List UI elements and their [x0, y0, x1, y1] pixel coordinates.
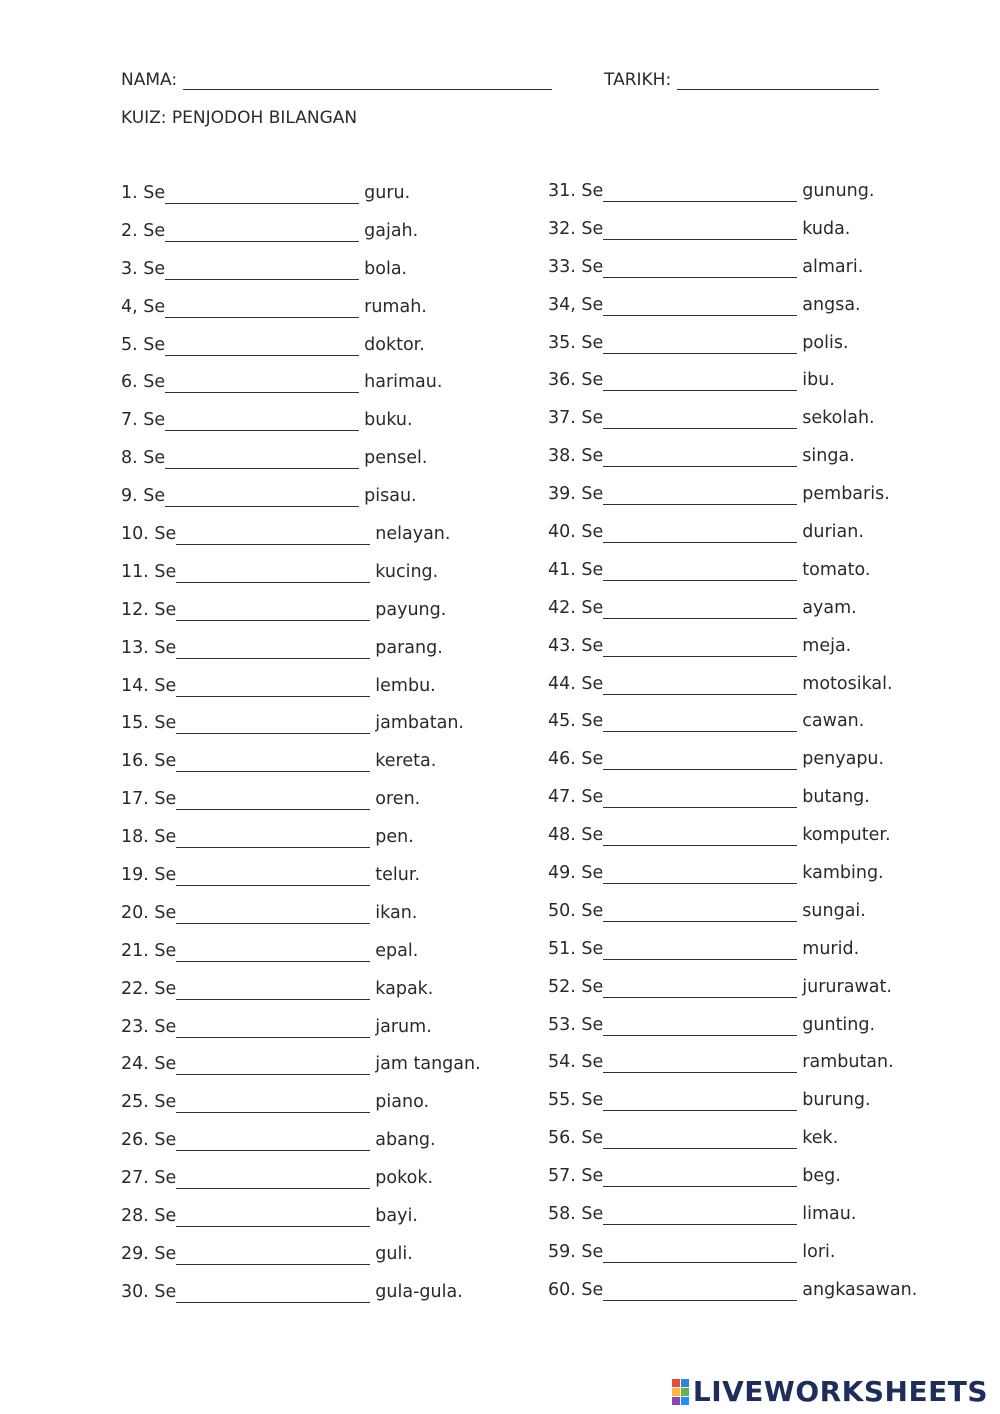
question-noun: ibu.: [802, 370, 835, 391]
answer-blank[interactable]: [176, 1207, 370, 1227]
question-number: 46. Se: [548, 749, 604, 770]
question-number: 2. Se: [121, 220, 166, 241]
answer-blank[interactable]: [176, 828, 370, 848]
question-number: 29. Se: [121, 1243, 177, 1264]
answer-blank[interactable]: [176, 866, 370, 886]
question-number: 53. Se: [548, 1014, 604, 1035]
date-label: TARIKH:: [604, 70, 672, 90]
question-number: 30. Se: [121, 1281, 177, 1302]
question-number: 38. Se: [548, 446, 604, 467]
question-number: 10. Se: [121, 524, 177, 545]
question-item: [548, 710, 917, 748]
question-number: 37. Se: [548, 408, 604, 429]
answer-blank[interactable]: [176, 601, 370, 621]
answer-blank[interactable]: [603, 902, 797, 922]
answer-blank[interactable]: [176, 752, 370, 772]
question-noun: kereta.: [375, 751, 437, 772]
question-item: [121, 978, 481, 1016]
question-noun: meja.: [802, 635, 852, 656]
name-field: [121, 70, 552, 90]
question-number: 49. Se: [548, 863, 604, 884]
question-item: [548, 635, 917, 673]
question-noun: harimau.: [364, 372, 443, 393]
question-noun: kucing.: [375, 561, 439, 582]
question-number: 4, Se: [121, 296, 166, 317]
question-noun: durian.: [802, 522, 864, 543]
question-noun: piano.: [375, 1092, 430, 1113]
question-noun: ayam.: [802, 597, 857, 618]
answer-blank[interactable]: [176, 1131, 370, 1151]
answer-blank[interactable]: [165, 298, 359, 318]
question-number: 50. Se: [548, 900, 604, 921]
question-noun: pokok.: [375, 1168, 434, 1189]
question-noun: ikan.: [375, 902, 418, 923]
question-number: 39. Se: [548, 484, 604, 505]
question-number: 36. Se: [548, 370, 604, 391]
question-item: [121, 409, 481, 447]
answer-blank[interactable]: [603, 750, 797, 770]
answer-blank[interactable]: [603, 1129, 797, 1149]
question-number: 28. Se: [121, 1206, 177, 1227]
question-item: [548, 294, 917, 332]
question-item: [548, 332, 917, 370]
answer-blank[interactable]: [176, 1169, 370, 1189]
question-number: 33. Se: [548, 256, 604, 277]
answer-blank[interactable]: [603, 258, 797, 278]
question-noun: rumah.: [364, 296, 427, 317]
answer-blank[interactable]: [165, 336, 359, 356]
question-item: [548, 1279, 917, 1317]
question-number: 47. Se: [548, 787, 604, 808]
question-item: [121, 258, 481, 296]
answer-blank[interactable]: [603, 1281, 797, 1301]
question-noun: kapak.: [375, 978, 434, 999]
answer-blank[interactable]: [603, 523, 797, 543]
question-item: [548, 180, 917, 218]
question-noun: parang.: [375, 637, 443, 658]
question-number: 57. Se: [548, 1166, 604, 1187]
question-item: [121, 447, 481, 485]
question-noun: sekolah.: [802, 408, 875, 429]
name-blank[interactable]: [183, 71, 552, 90]
question-noun: burung.: [802, 1090, 871, 1111]
question-item: [548, 597, 917, 635]
question-item: [121, 1243, 481, 1281]
question-item: [548, 521, 917, 559]
answer-blank[interactable]: [603, 599, 797, 619]
question-number: 44. Se: [548, 673, 604, 694]
question-noun: kek.: [802, 1128, 839, 1149]
question-noun: lori.: [802, 1241, 836, 1262]
answer-blank[interactable]: [603, 1053, 797, 1073]
logo-square: [672, 1397, 680, 1405]
question-number: 17. Se: [121, 789, 177, 810]
question-noun: motosikal.: [802, 673, 893, 694]
quiz-title: KUIZ: PENJODOH BILANGAN: [121, 108, 358, 128]
answer-blank[interactable]: [603, 1091, 797, 1111]
question-noun: sungai.: [802, 900, 866, 921]
question-item: [548, 900, 917, 938]
question-item: [548, 1127, 917, 1165]
answer-blank[interactable]: [603, 409, 797, 429]
question-item: [121, 1205, 481, 1243]
question-number: 40. Se: [548, 522, 604, 543]
answer-blank[interactable]: [176, 980, 370, 1000]
answer-blank[interactable]: [603, 296, 797, 316]
question-item: [121, 485, 481, 523]
answer-blank[interactable]: [176, 1283, 370, 1303]
question-noun: gajah.: [364, 220, 419, 241]
date-blank[interactable]: [677, 71, 879, 90]
question-number: 13. Se: [121, 637, 177, 658]
question-item: [548, 407, 917, 445]
question-noun: beg.: [802, 1166, 841, 1187]
question-noun: pembaris.: [802, 484, 890, 505]
question-number: 51. Se: [548, 938, 604, 959]
question-noun: gunung.: [802, 181, 875, 201]
question-item: [548, 256, 917, 294]
answer-blank[interactable]: [176, 563, 370, 583]
question-noun: murid.: [802, 938, 860, 959]
question-noun: abang.: [375, 1130, 436, 1151]
question-item: [121, 1016, 481, 1054]
question-item: [548, 824, 917, 862]
answer-blank[interactable]: [603, 675, 797, 695]
question-number: 11. Se: [121, 561, 177, 582]
answer-blank[interactable]: [603, 1016, 797, 1036]
answer-blank[interactable]: [165, 449, 359, 469]
question-noun: singa.: [802, 446, 855, 467]
question-noun: jambatan.: [375, 713, 464, 734]
answer-blank[interactable]: [176, 904, 370, 924]
answer-blank[interactable]: [165, 222, 359, 242]
question-noun: kuda.: [802, 218, 851, 239]
question-item: [548, 938, 917, 976]
question-number: 32. Se: [548, 218, 604, 239]
question-number: 60. Se: [548, 1279, 604, 1300]
question-noun: bola.: [364, 258, 408, 279]
answer-blank[interactable]: [165, 373, 359, 393]
question-item: [548, 445, 917, 483]
answer-blank[interactable]: [603, 788, 797, 808]
question-item: [121, 220, 481, 258]
answer-blank[interactable]: [603, 940, 797, 960]
question-noun: lembu.: [375, 675, 436, 696]
question-item: [548, 862, 917, 900]
question-noun: guli.: [375, 1243, 413, 1264]
question-number: 20. Se: [121, 902, 177, 923]
answer-blank[interactable]: [603, 712, 797, 732]
question-item: [548, 748, 917, 786]
question-number: 52. Se: [548, 976, 604, 997]
question-noun: bayi.: [375, 1206, 418, 1227]
answer-blank[interactable]: [603, 220, 797, 240]
question-number: 9. Se: [121, 486, 166, 507]
question-item: [121, 1091, 481, 1129]
question-item: [121, 864, 481, 902]
logo-square: [681, 1388, 689, 1396]
question-noun: buku.: [364, 410, 413, 431]
logo-text: LIVEWORKSHEETS: [692, 1375, 988, 1408]
question-item: [121, 940, 481, 978]
logo-icon: [672, 1379, 689, 1405]
answer-blank[interactable]: [603, 182, 797, 202]
question-noun: telur.: [375, 865, 421, 886]
answer-blank[interactable]: [603, 1243, 797, 1263]
question-item: [548, 218, 917, 256]
question-number: 55. Se: [548, 1090, 604, 1111]
question-item: [121, 182, 481, 220]
name-label: NAMA:: [121, 70, 178, 90]
answer-blank[interactable]: [176, 677, 370, 697]
question-item: [121, 788, 481, 826]
question-noun: polis.: [802, 332, 849, 353]
question-number: 24. Se: [121, 1054, 177, 1075]
question-noun: tomato.: [802, 559, 871, 580]
question-item: [121, 523, 481, 561]
answer-blank[interactable]: [603, 334, 797, 354]
question-noun: penyapu.: [802, 749, 885, 770]
question-item: [548, 1051, 917, 1089]
question-number: 22. Se: [121, 978, 177, 999]
answer-blank[interactable]: [603, 1167, 797, 1187]
question-number: 7. Se: [121, 410, 166, 431]
answer-blank[interactable]: [176, 525, 370, 545]
answer-blank[interactable]: [603, 637, 797, 657]
question-noun: komputer.: [802, 825, 891, 846]
question-item: [121, 599, 481, 637]
answer-blank[interactable]: [603, 826, 797, 846]
question-number: 18. Se: [121, 827, 177, 848]
question-noun: kambing.: [802, 863, 884, 884]
question-noun: payung.: [375, 599, 447, 620]
question-item: [121, 296, 481, 334]
question-item: [548, 976, 917, 1014]
question-noun: pen.: [375, 827, 414, 848]
answer-blank[interactable]: [176, 714, 370, 734]
question-noun: pisau.: [364, 486, 417, 507]
question-item: [121, 675, 481, 713]
question-number: 25. Se: [121, 1092, 177, 1113]
question-number: 43. Se: [548, 635, 604, 656]
question-item: [548, 1014, 917, 1052]
question-item: [548, 786, 917, 824]
question-noun: epal.: [375, 940, 419, 961]
question-item: [121, 1167, 481, 1205]
question-number: 42. Se: [548, 597, 604, 618]
question-number: 59. Se: [548, 1241, 604, 1262]
question-number: 5. Se: [121, 334, 166, 355]
question-item: [121, 1281, 481, 1319]
answer-blank[interactable]: [176, 639, 370, 659]
liveworksheets-logo: [672, 1375, 988, 1408]
question-number: 8. Se: [121, 448, 166, 469]
question-number: 21. Se: [121, 940, 177, 961]
question-noun: nelayan.: [375, 524, 451, 545]
question-number: 16. Se: [121, 751, 177, 772]
question-number: 3. Se: [121, 258, 166, 279]
question-noun: cawan.: [802, 711, 865, 732]
question-item: [548, 1165, 917, 1203]
question-number: 26. Se: [121, 1130, 177, 1151]
question-number: 12. Se: [121, 599, 177, 620]
question-number: 15. Se: [121, 713, 177, 734]
question-number: 23. Se: [121, 1016, 177, 1037]
question-noun: limau.: [802, 1204, 857, 1225]
logo-square: [672, 1388, 680, 1396]
question-item: [121, 750, 481, 788]
question-number: 1. Se: [121, 183, 166, 203]
question-item: [121, 637, 481, 675]
question-item: [548, 369, 917, 407]
question-noun: gula-gula.: [375, 1281, 463, 1302]
question-number: 19. Se: [121, 865, 177, 886]
answer-blank[interactable]: [176, 790, 370, 810]
question-noun: oren.: [375, 789, 421, 810]
answer-blank[interactable]: [603, 447, 797, 467]
answer-blank[interactable]: [603, 561, 797, 581]
answer-blank[interactable]: [603, 1205, 797, 1225]
question-noun: almari.: [802, 256, 864, 277]
question-number: 31. Se: [548, 181, 604, 201]
question-column-right: [548, 180, 917, 1317]
question-noun: angsa.: [802, 294, 861, 315]
answer-blank[interactable]: [176, 1245, 370, 1265]
answer-blank[interactable]: [176, 942, 370, 962]
question-item: [121, 712, 481, 750]
question-item: [121, 826, 481, 864]
question-noun: jururawat.: [802, 976, 892, 997]
question-item: [548, 1241, 917, 1279]
question-noun: gunting.: [802, 1014, 876, 1035]
question-item: [121, 1053, 481, 1091]
question-number: 48. Se: [548, 825, 604, 846]
question-number: 14. Se: [121, 675, 177, 696]
question-number: 56. Se: [548, 1128, 604, 1149]
question-number: 27. Se: [121, 1168, 177, 1189]
answer-blank[interactable]: [165, 411, 359, 431]
date-field: [604, 70, 879, 90]
question-item: [121, 1129, 481, 1167]
question-item: [548, 1203, 917, 1241]
question-noun: doktor.: [364, 334, 425, 355]
question-number: 54. Se: [548, 1052, 604, 1073]
question-item: [548, 1089, 917, 1127]
answer-blank[interactable]: [176, 1055, 370, 1075]
question-noun: butang.: [802, 787, 870, 808]
question-item: [548, 483, 917, 521]
answer-blank[interactable]: [603, 485, 797, 505]
answer-blank[interactable]: [603, 864, 797, 884]
question-number: 58. Se: [548, 1204, 604, 1225]
answer-blank[interactable]: [176, 1093, 370, 1113]
question-noun: jam tangan.: [375, 1054, 481, 1075]
question-number: 35. Se: [548, 332, 604, 353]
question-item: [548, 559, 917, 597]
question-noun: rambutan.: [802, 1052, 894, 1073]
logo-square: [681, 1379, 689, 1387]
question-number: 6. Se: [121, 372, 166, 393]
question-noun: jarum.: [375, 1016, 432, 1037]
logo-square: [681, 1397, 689, 1405]
question-item: [121, 561, 481, 599]
answer-blank[interactable]: [603, 978, 797, 998]
question-item: [121, 371, 481, 409]
question-noun: angkasawan.: [802, 1279, 918, 1300]
question-noun: guru.: [364, 183, 411, 203]
question-number: 41. Se: [548, 559, 604, 580]
question-item: [548, 673, 917, 711]
question-item: [121, 334, 481, 372]
question-number: 34, Se: [548, 294, 604, 315]
question-number: 45. Se: [548, 711, 604, 732]
answer-blank[interactable]: [165, 184, 359, 204]
question-noun: pensel.: [364, 448, 428, 469]
question-column-left: [121, 182, 481, 1319]
answer-blank[interactable]: [603, 371, 797, 391]
answer-blank[interactable]: [165, 260, 359, 280]
question-item: [121, 902, 481, 940]
logo-square: [672, 1379, 680, 1387]
answer-blank[interactable]: [165, 487, 359, 507]
answer-blank[interactable]: [176, 1018, 370, 1038]
